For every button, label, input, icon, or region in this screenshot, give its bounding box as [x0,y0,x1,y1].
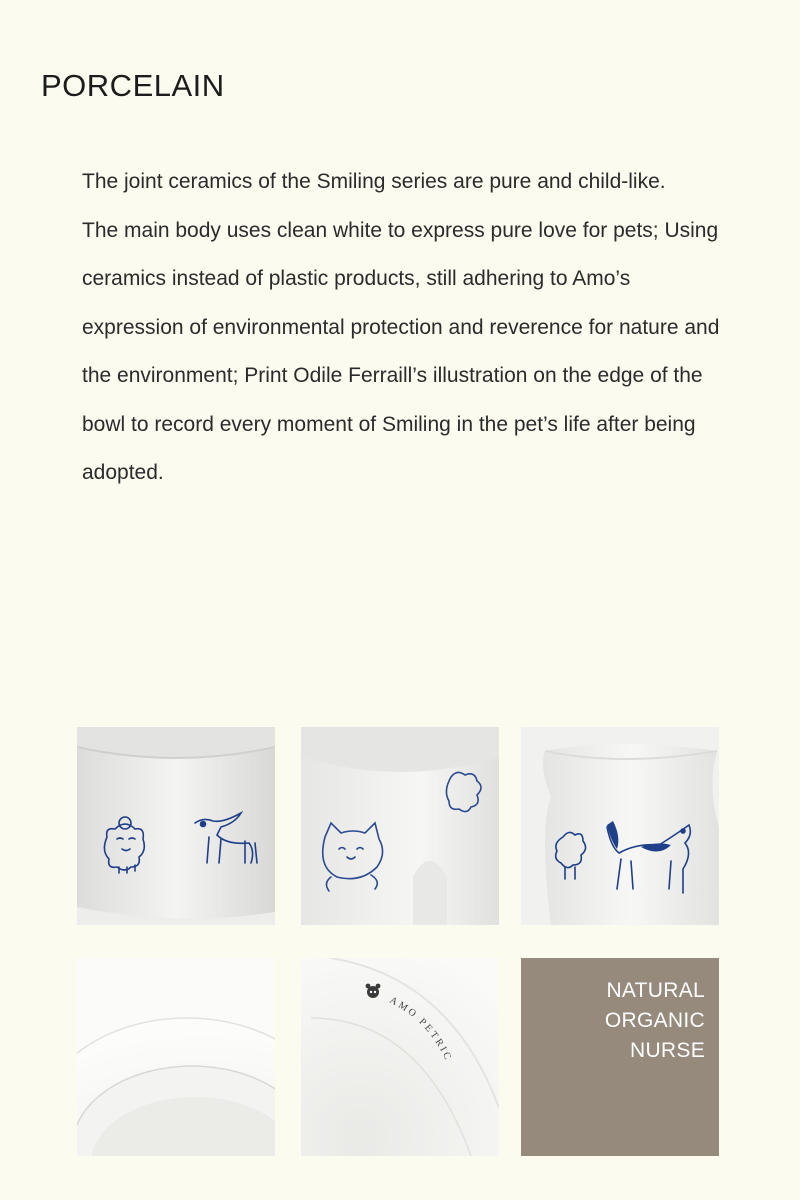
product-photo-cat [301,727,499,925]
description [82,158,732,498]
product-photo-poodle-dog [77,727,275,925]
product-photo-blue-dog [521,727,719,925]
brand-box [521,958,719,1156]
product-photo-rim [77,958,275,1156]
logo-text: AMO PETRIC [387,994,454,1064]
brand-line: NURSE [629,1039,705,1062]
product-photo-logo [301,958,499,1156]
brand-line: NATURAL [606,979,705,1002]
description-paragraph: The joint ceramics of the Smiling series are pure and child-like. [82,170,666,193]
brand-line: ORGANIC [604,1009,705,1032]
description-paragraph: The main body uses clean white to express pure love for pets; Using ceramics instead of plastic products, still adhering to Amo’s expression of environmental protection and reverence for nature and the environment; Print Odile Ferraill’s illustration on the edge of the bowl to record every moment of Smiling in the pet’s life after being adopted. [82,218,720,484]
page-title: PORCELAIN [41,68,225,103]
